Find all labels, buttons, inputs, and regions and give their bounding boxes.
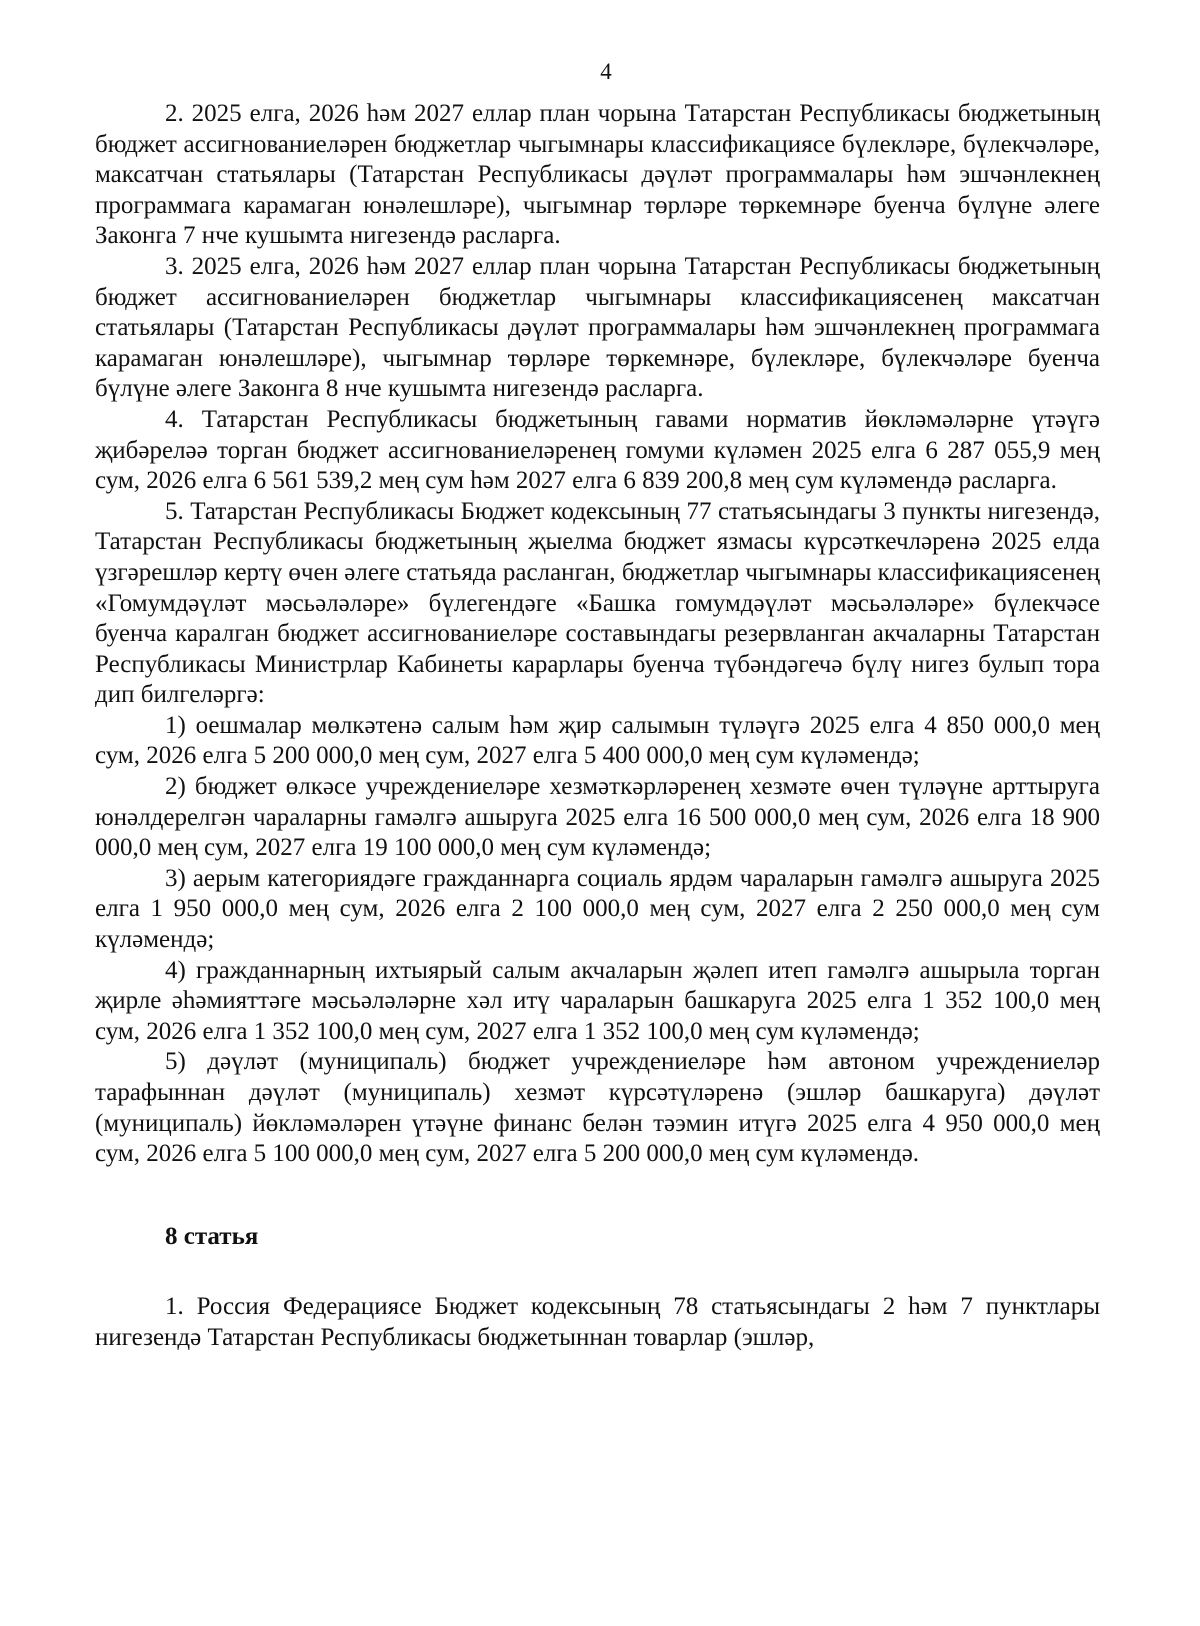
paragraph-7-2: 2. 2025 елга, 2026 һәм 2027 еллар план чорына Татарстан Республикасы бюджетының бюджет ассигнованиеләрен бюджетлар чыгымнары классификациясе бүлекләре, бүлекчәләре, максатчан статьялары (Татарстан Республикасы дәүләт программалары һәм эшчәнлекнең программага карамаган юнәлешләре), чыгымнар төрләре төркемнәре буенча бүлүне әлеге Законга 7 нче кушымта нигезендә расларга. <box>95 100 1100 250</box>
paragraph-7-3: 3. 2025 елга, 2026 һәм 2027 еллар план чорына Татарстан Республикасы бюджетының бюджет ассигнованиеләрен бюджетлар чыгымнары классификациясенең максатчан статьялары (Татарстан Республикасы дәүләт программалары һәм эшчәнлекнең программага карамаган юнәлешләре), чыгымнар төрләре төркемнәре, бүлекләре, бүлекчәләре буенча бүлүне әлеге Законга 8 нче кушымта нигезендә расларга. <box>95 252 1100 403</box>
list-item-5: 5) дәүләт (муниципаль) бюджет учреждениеләре һәм автоном учреждениеләр тарафыннан дәүләт (муниципаль) хезмәт күрсәтүләренә (эшләр башкаруга) дәүләт (муниципаль) йөкләмәләрен үтәүне финанс белән тәэмин итүгә 2025 елга 4 950 000,0 мең сум, 2026 елга 5 100 000,0 мең сум, 2027 елга 5 200 000,0 мең сум күләмендә. <box>95 1048 1100 1168</box>
list-item-3: 3) аерым категориядәге гражданнарга социаль ярдәм чараларын гамәлгә ашыруга 2025 елга 1 950 000,0 мең сум, 2026 елга 2 100 000,0 мең сум, 2027 елга 2 250 000,0 мең сум күләмендә; <box>95 864 1100 954</box>
paragraph-8-1: 1. Россия Федерациясе Бюджет кодексының 78 статьясындагы 2 һәм 7 пунктлары нигезендә Татарстан Республикасы бюджетыннан товарлар (эшләр, <box>95 1293 1100 1351</box>
list-item-2: 2) бюджет өлкәсе учреждениеләре хезмәткәрләренең хезмәте өчен түләүне арттыруга юнәлдерелгән чараларны гамәлгә ашыруга 2025 елга 16 500 000,0 мең сум, 2026 елга 18 900 000,0 мең сум, 2027 елга 19 100 000,0 мең сум күләмендә; <box>95 773 1100 862</box>
list-item-1: 1) оешмалар мөлкәтенә салым һәм җир салымын түләүгә 2025 елга 4 850 000,0 мең сум, 2026 елга 5 200 000,0 мең сум, 2027 елга 5 400 000,0 мең сум күләмендә; <box>95 711 1100 770</box>
article-8-heading: 8 статья <box>165 1222 259 1250</box>
page-number: 4 <box>600 59 612 84</box>
paragraph-7-5: 5. Татарстан Республикасы Бюджет кодексының 77 статьясындагы 3 пункты нигезендә, Татарстан Республикасы бюджетының җыелма бюджет язмасы күрсәткечләренә 2025 елда үзгәрешләр кертү өчен әлеге статьяда расланган, бюджетлар чыгымнары классификациясенең «Гомумдәүләт мәсьәләләре» бүлегендәге «Башка гомумдәүләт мәсьәләләре» бүлекчәсе буенча каралган бюджет ассигнованиеләре составындагы резервланган акчаларны Татарстан Республикасы Министрлар Кабинеты карарлары буенча түбәндәгечә бүлү нигез булып тора дип билгеләргә: <box>95 497 1100 709</box>
list-item-4: 4) гражданнарның ихтыярый салым акчаларын җәлеп итеп гамәлгә ашырыла торган җирле әһәмияттәге мәсьәләләрне хәл итү чараларын башкаруга 2025 елга 1 352 100,0 мең сум, 2026 елга 1 352 100,0 мең сум, 2027 елга 1 352 100,0 мең сум күләмендә; <box>95 956 1100 1045</box>
paragraph-7-4: 4. Татарстан Республикасы бюджетының гавами норматив йөкләмәләрне үтәүгә җибәреләә торган бюджет ассигнованиеләренең гомуми күләмен 2025 елга 6 287 055,9 мең сум, 2026 елга 6 561 539,2 мең сум һәм 2027 елга 6 839 200,8 мең сум күләмендә расларга. <box>95 405 1100 495</box>
document-body <box>95 99 1100 1354</box>
